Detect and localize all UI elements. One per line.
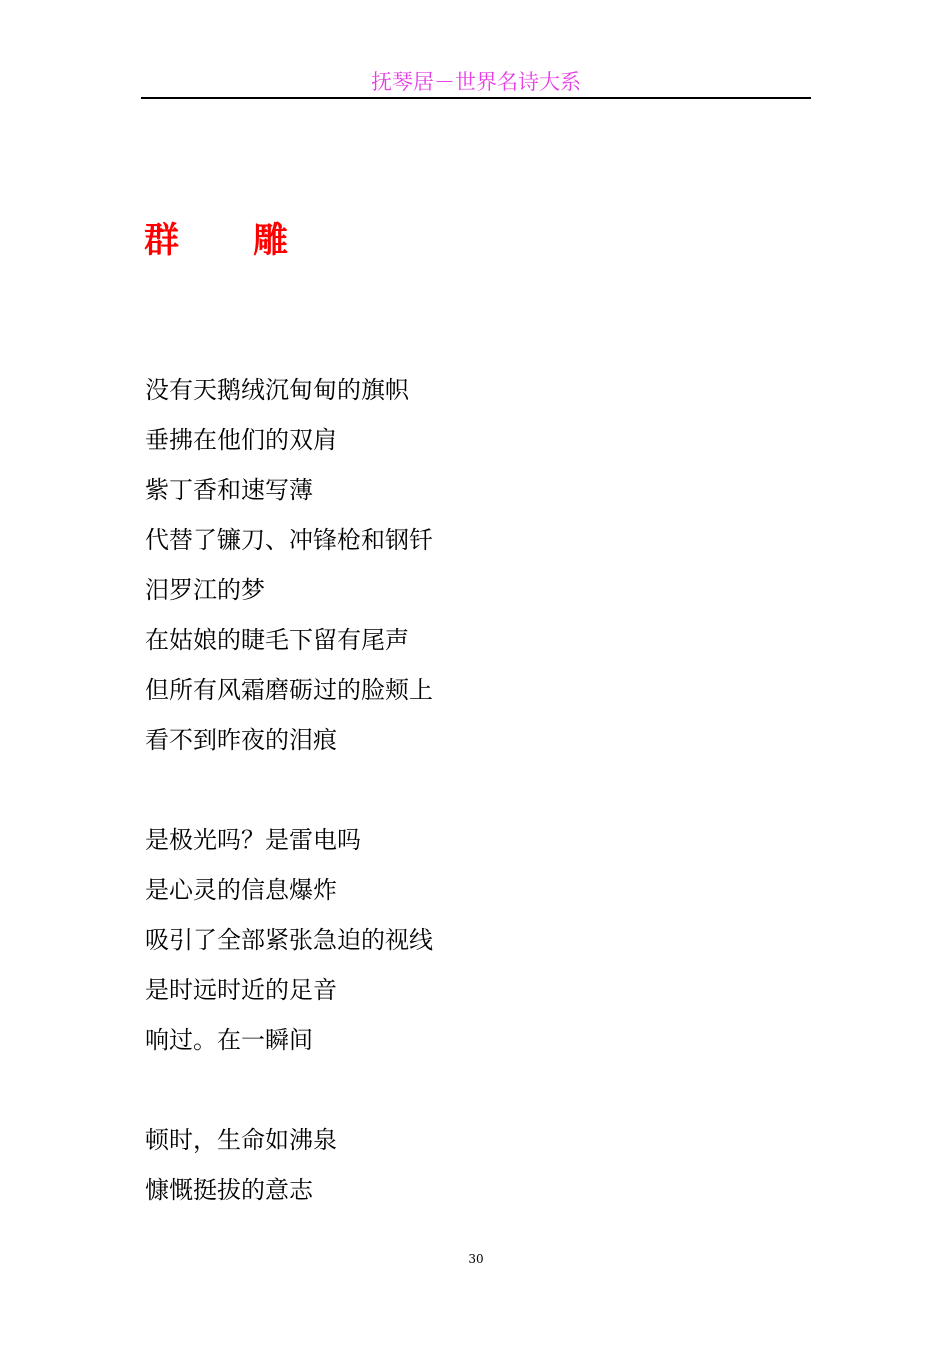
poem-title [144, 216, 288, 266]
poem-line: 响过。在一瞬间 [145, 1026, 313, 1054]
poem-line: 看不到昨夜的泪痕 [145, 726, 337, 754]
poem-line: 但所有风霜磨砺过的脸颊上 [145, 676, 433, 704]
poem-line: 顿时，生命如沸泉 [145, 1126, 337, 1154]
poem-line: 是时远时近的足音 [145, 976, 337, 1004]
poem-line: 没有天鹅绒沉甸甸的旗帜 [145, 376, 409, 404]
poem-line: 吸引了全部紧张急迫的视线 [145, 926, 433, 954]
poem-title-char-2: 雕 [253, 221, 289, 261]
poem-line: 是极光吗？是雷电吗 [145, 826, 361, 854]
poem-line: 垂拂在他们的双肩 [145, 426, 337, 454]
stanza [145, 365, 805, 765]
poem-line: 代替了镰刀、冲锋枪和钢钎 [145, 526, 433, 554]
header-divider [141, 97, 811, 99]
poem-line: 在姑娘的睫毛下留有尾声 [145, 626, 409, 654]
poem-line: 汨罗江的梦 [145, 576, 265, 604]
poem-line: 紫丁香和速写薄 [145, 476, 313, 504]
poem-body [145, 365, 805, 1215]
poem-line: 慷慨挺拔的意志 [145, 1176, 313, 1204]
poem-line: 是心灵的信息爆炸 [145, 876, 337, 904]
poem-title-char-1: 群 [144, 221, 180, 261]
stanza [145, 1115, 805, 1215]
page-number: 30 [468, 1252, 484, 1266]
stanza [145, 815, 805, 1065]
running-header: 抚琴居－世界名诗大系 [371, 70, 581, 94]
